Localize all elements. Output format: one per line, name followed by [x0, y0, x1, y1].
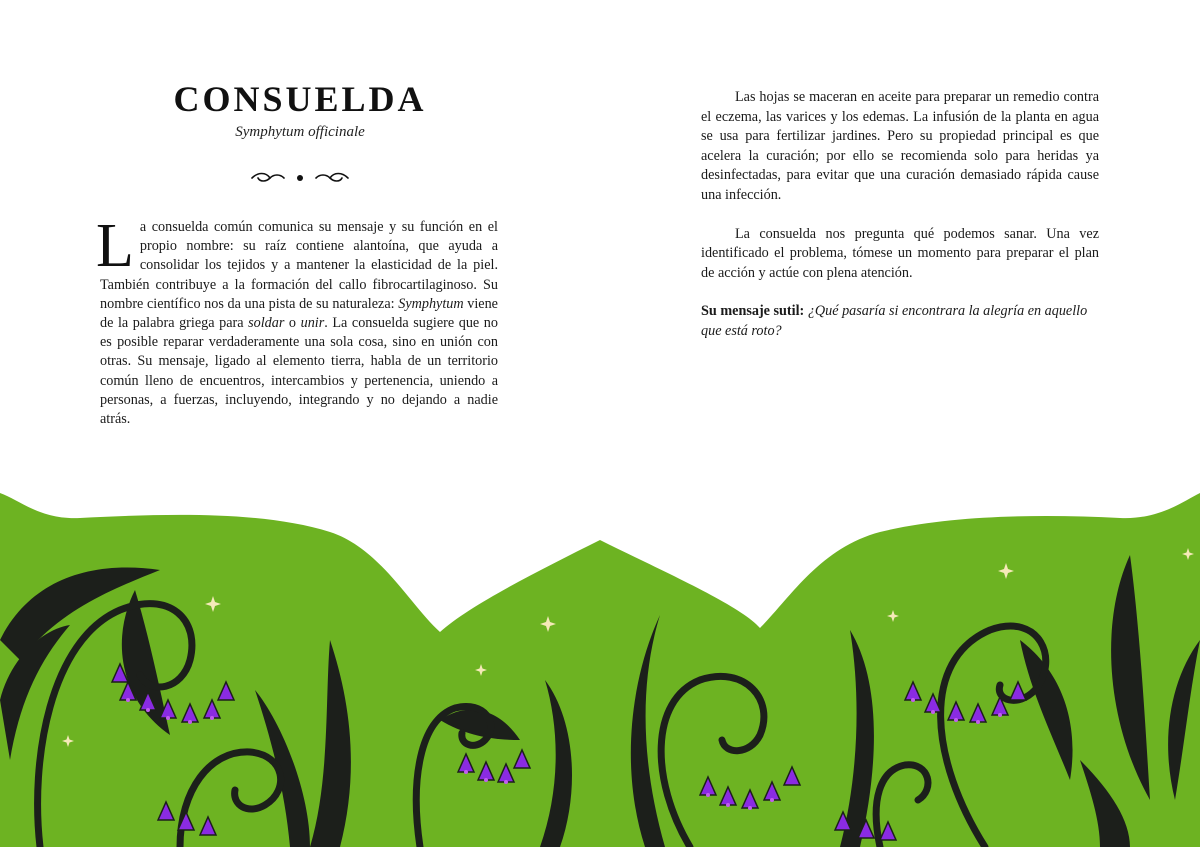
text-run: o [284, 315, 301, 332]
subtle-message [701, 302, 1099, 341]
drop-cap: L [96, 212, 134, 280]
left-body-text [96, 212, 498, 429]
right-body-text [701, 88, 1099, 361]
message-text: ¿Qué pasaría si encontrara la alegría en aquello que está roto? [701, 303, 1088, 339]
text-run: . La consuelda sugiere que no es posible reparar verdaderamente una sola cosa, sino en unión con otras. Su mensaje, ligado al elemento tierra, habla de un territorio común lleno de encuentros, intercambios y pertenencia, uniendo a personas, a fuerzas, incluyendo, integrando y no dejando a nadie atrás. [100, 315, 498, 428]
text-run-italic: unir [300, 315, 325, 332]
text-run-italic: soldar [248, 315, 285, 332]
paragraph-uses: Las hojas se maceran en aceite para preparar un remedio contra el eczema, las varices y los edemas. La infusión de la planta en agua se usa para fertilizar jardines. Pero su propiedad principal es que acelera la curación; por ello se recomienda solo para heridas ya desinfectadas, para evitar que una curación demasiado rápida cause una infección. [701, 89, 1099, 203]
paragraph-question: La consuelda nos pregunta qué podemos sanar. Una vez identificado el problema, tómese un momento para preparar el plan de acción y actúe con plena atención. [701, 225, 1099, 281]
text-run-italic: Symphytum [398, 295, 464, 312]
message-label: Su mensaje sutil: [701, 303, 805, 320]
text-run: a consuelda común comunica su mensaje y su función en el propio nombre: su raíz contiene alantoína, que ayuda a consolidar los tejidos y a mantener la elasticidad de la piel. También contribuye a la formación del callo fibrocartilaginoso. Su nombre científico nos da una pista de su naturaleza: [100, 219, 498, 312]
ornament-divider [248, 168, 352, 188]
intro-paragraph [96, 212, 498, 429]
page-title: CONSUELDA [173, 79, 427, 119]
scientific-name: Symphytum officinale [235, 124, 365, 140]
text-run: viene de la palabra griega para [100, 295, 498, 332]
green-hills [0, 493, 1200, 847]
